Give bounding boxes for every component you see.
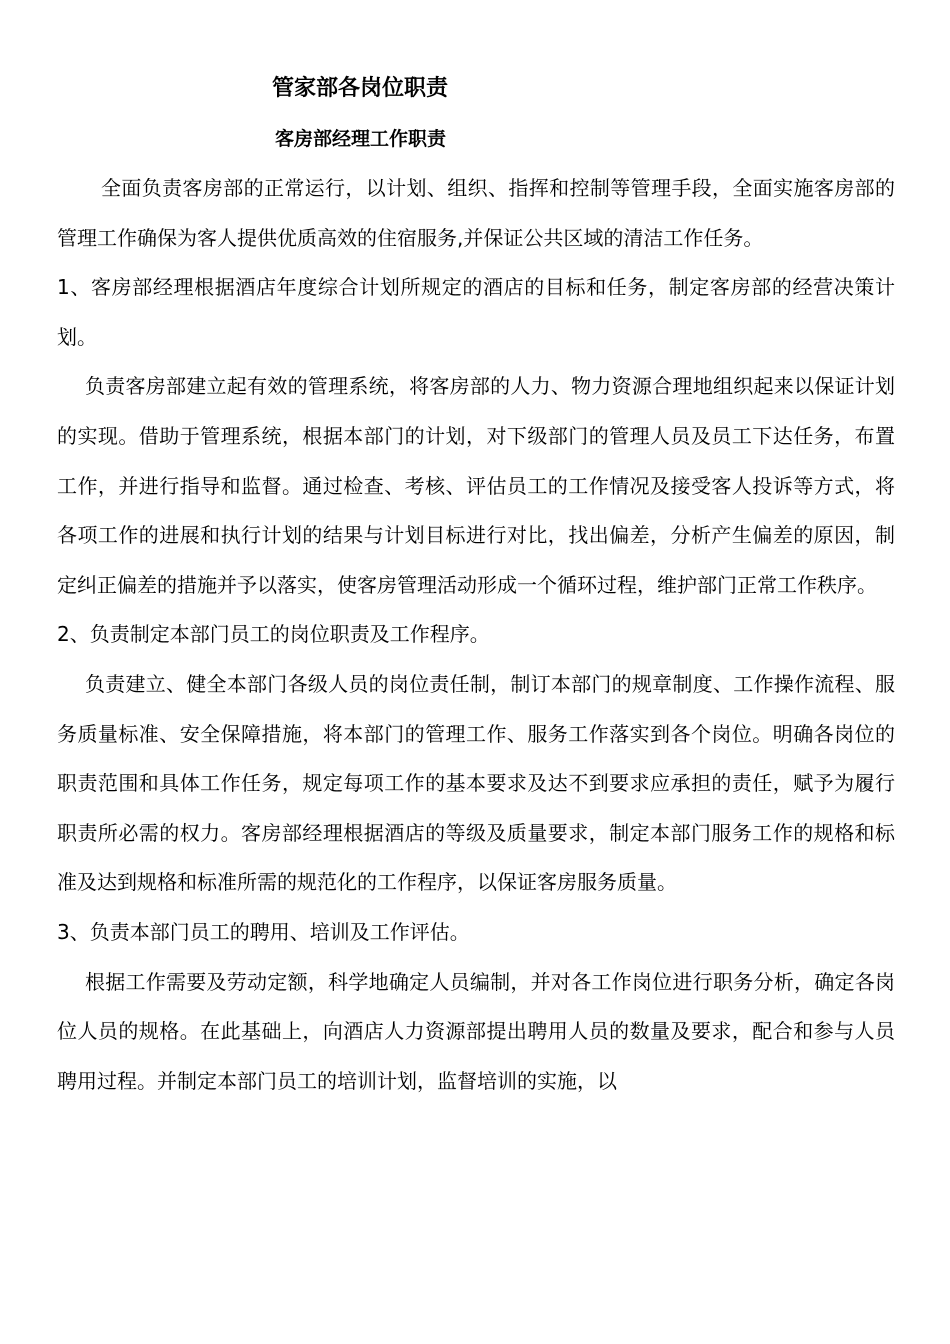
paragraph-item-3-detail: 根据工作需要及劳动定额，科学地确定人员编制，并对各工作岗位进行职务分析，确定各岗位人员的规格。在此基础上，向酒店人力资源部提出聘用人员的数量及要求，配合和参与人员聘用过程。并制定本部门员工的培训计划，监督培训的实施，以: [57, 969, 895, 1093]
paragraph-item-1-detail: 负责客房部建立起有效的管理系统，将客房部的人力、物力资源合理地组织起来以保证计划的实现。借助于管理系统，根据本部门的计划，对下级部门的管理人员及员工下达任务，布置工作，并进行指导和监督。通过检查、考核、评估员工的工作情况及接受客人投诉等方式，将各项工作的进展和执行计划的结果与计划目标进行对比，找出偏差，分析产生偏差的原因，制定纠正偏差的措施并予以落实，使客房管理活动形成一个循环过程，维护部门正常工作秩序。: [57, 374, 895, 597]
paragraph-item-2: 2、负责制定本部门员工的岗位职责及工作程序。: [57, 622, 490, 647]
document-title: 管家部各岗位职责: [272, 76, 449, 101]
paragraph-item-1: 1、客房部经理根据酒店年度综合计划所规定的酒店的目标和任务，制定客房部的经营决策计划。: [57, 275, 895, 349]
paragraph-item-3: 3、负责本部门员工的聘用、培训及工作评估。: [57, 919, 470, 944]
paragraph-intro: 全面负责客房部的正常运行，以计划、组织、指挥和控制等管理手段，全面实施客房部的管理工作确保为客人提供优质高效的住宿服务,并保证公共区域的清洁工作任务。: [57, 176, 895, 250]
document-body: [57, 164, 895, 1106]
section-title: 客房部经理工作职责: [275, 128, 447, 150]
paragraph-item-2-detail: 负责建立、健全本部门各级人员的岗位责任制，制订本部门的规章制度、工作操作流程、服务质量标准、安全保障措施，将本部门的管理工作、服务工作落实到各个岗位。明确各岗位的职责范围和具体工作任务，规定每项工作的基本要求及达不到要求应承担的责任，赋予为履行职责所必需的权力。客房部经理根据酒店的等级及质量要求，制定本部门服务工作的规格和标准及达到规格和标准所需的规范化的工作程序，以保证客房服务质量。: [57, 671, 895, 895]
